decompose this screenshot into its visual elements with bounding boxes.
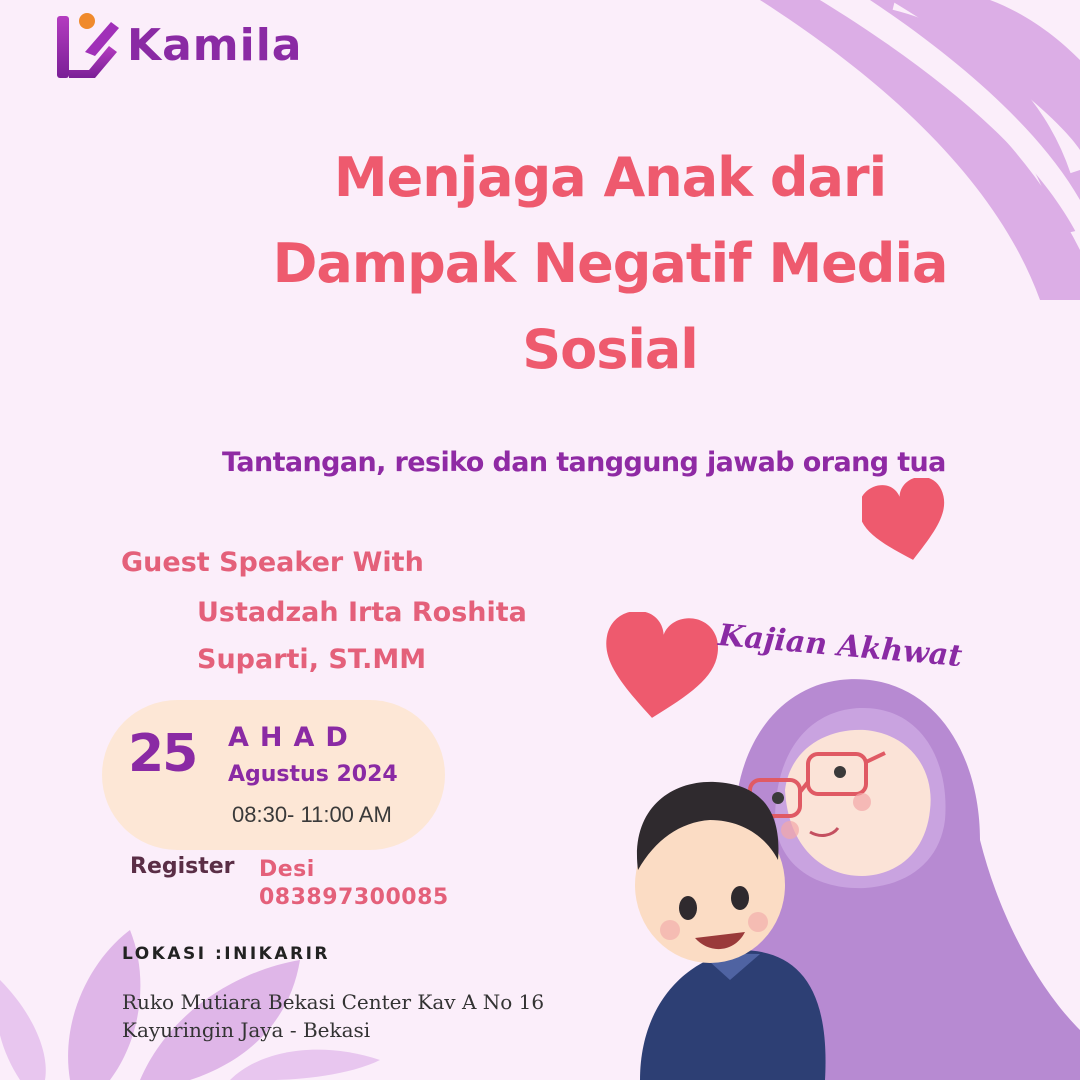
address-line: Kayuringin Jaya - Bekasi (122, 1018, 371, 1042)
register-label: Register (130, 854, 235, 879)
address-line: Ruko Mutiara Bekasi Center Kav A No 16 (122, 990, 545, 1014)
brand-name: Kamila (127, 20, 303, 71)
event-time: 08:30- 11:00 AM (232, 802, 392, 827)
title-line: Sosial (522, 318, 698, 381)
speaker-intro: Guest Speaker With (121, 547, 424, 578)
mother-child-illustration (600, 670, 1080, 1080)
contact-phone[interactable]: 083897300085 (259, 885, 449, 910)
event-day: 25 (128, 724, 197, 784)
location-address (122, 988, 544, 1044)
event-tag: Kajian Akhwat (716, 618, 964, 675)
contact-name: Desi (259, 857, 315, 882)
page-title (230, 135, 990, 393)
title-line: Menjaga Anak dari (333, 146, 887, 209)
heart-icon (862, 478, 948, 566)
speaker-name-line: Ustadzah Irta Roshita (197, 597, 527, 628)
subtitle: Tantangan, resiko dan tanggung jawab orang tua (222, 447, 946, 478)
location-label: LOKASI :INIKARIR (122, 944, 331, 964)
speaker-name (197, 589, 527, 683)
event-month-year: Agustus 2024 (228, 762, 398, 787)
speaker-name-line: Suparti, ST.MM (197, 644, 427, 675)
register-contact[interactable] (259, 856, 449, 912)
event-weekday: AHAD (228, 722, 359, 753)
title-line: Dampak Negatif Media (272, 232, 948, 295)
